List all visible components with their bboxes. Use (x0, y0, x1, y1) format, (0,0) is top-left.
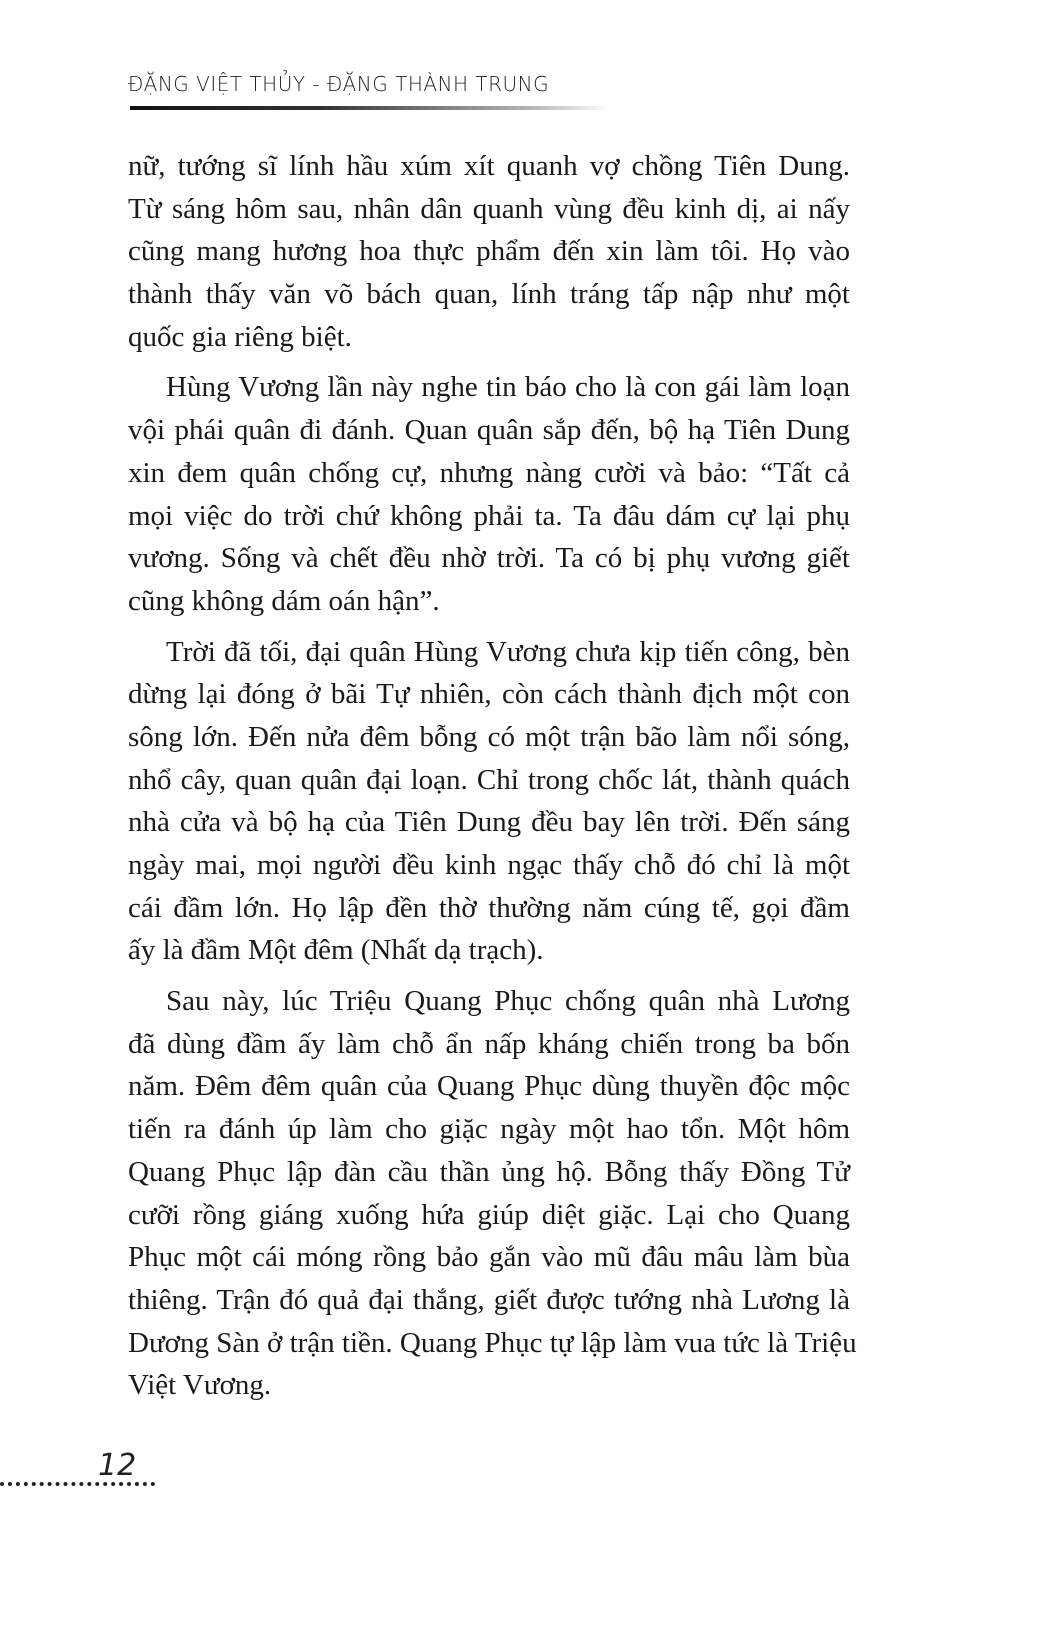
text-line: nữ, tướng sĩ lính hầu xúm xít quanh vợ chồng Tiên Dung. (128, 150, 850, 182)
text-line: Dương Sàn ở trận tiền. Quang Phục tự lập làm vua tức là Triệu (128, 1326, 857, 1359)
text-line: dừng lại đóng ở bãi Tự nhiên, còn cách thành địch một con (128, 678, 850, 711)
text-line: nhà cửa và bộ hạ của Tiên Dung đều bay lên trời. Đến sáng (128, 806, 850, 839)
paragraph (128, 366, 850, 622)
paragraph (128, 631, 850, 973)
text-line: Phục một cái móng rồng bảo gắn vào mũ đâu mâu làm bùa (128, 1241, 850, 1274)
text-line: Hùng Vương lần này nghe tin báo cho là con gái làm loạn (166, 371, 850, 404)
text-line: năm. Đêm đêm quân của Quang Phục dùng thuyền độc mộc (128, 1070, 850, 1103)
text-line: Quang Phục lập đàn cầu thần ủng hộ. Bỗng thấy Đồng Tử (128, 1155, 850, 1188)
text-line: nhổ cây, quan quân đại loạn. Chỉ trong chốc lát, thành quách (128, 763, 850, 796)
text-line: sông lớn. Đến nửa đêm bỗng có một trận bão làm nổi sóng, (128, 720, 850, 753)
text-line: cũng không dám oán hận”. (128, 584, 440, 617)
paragraph (128, 980, 857, 1407)
paragraph (128, 145, 850, 358)
text-line: vội phái quân đi đánh. Quan quân sắp đến, bộ hạ Tiên Dung (128, 414, 850, 447)
text-line: thiêng. Trận đó quả đại thắng, giết được tướng nhà Lương là (128, 1283, 850, 1316)
text-line: Trời đã tối, đại quân Hùng Vương chưa kịp tiến công, bèn (166, 635, 850, 668)
text-line: tiến ra đánh úp làm cho giặc ngày một hao tổn. Một hôm (128, 1113, 850, 1146)
text-line: quốc gia riêng biệt. (128, 320, 352, 353)
text-line: vương. Sống và chết đều nhờ trời. Ta có bị phụ vương giết (128, 542, 850, 575)
text-line: ấy là đầm Một đêm (Nhất dạ trạch). (128, 934, 544, 967)
text-line: Sau này, lúc Triệu Quang Phục chống quân nhà Lương (166, 985, 850, 1018)
body-text (128, 145, 857, 1415)
text-line: đã dùng đầm ấy làm chỗ ẩn nấp kháng chiến trong ba bốn (128, 1027, 850, 1060)
text-line: cũng mang hương hoa thực phẩm đến xin làm tôi. Họ vào (128, 235, 850, 268)
header-rule (130, 106, 610, 110)
footer-dotted-line (0, 1482, 155, 1486)
text-line: cưỡi rồng giáng xuống hứa giúp diệt giặc. Lại cho Quang (128, 1198, 850, 1231)
page-number: 12 (98, 1448, 137, 1483)
text-line: cái đầm lớn. Họ lập đền thờ thường năm cúng tế, gọi đầm (128, 891, 850, 924)
text-line: mọi việc do trời chứ không phải ta. Ta đâu dám cự lại phụ (128, 499, 850, 532)
text-line: Từ sáng hôm sau, nhân dân quanh vùng đều kinh dị, ai nấy (128, 192, 850, 225)
text-line: Việt Vương. (128, 1369, 272, 1402)
running-header: ĐẶNG VIỆT THỦY - ĐẶNG THÀNH TRUNG (128, 72, 550, 96)
text-line: ngày mai, mọi người đều kinh ngạc thấy chỗ đó chỉ là một (128, 849, 850, 881)
text-line: thành thấy văn võ bách quan, lính tráng tấp nập như một (128, 278, 850, 311)
text-line: xin đem quân chống cự, nhưng nàng cười và bảo: “Tất cả (128, 456, 850, 489)
